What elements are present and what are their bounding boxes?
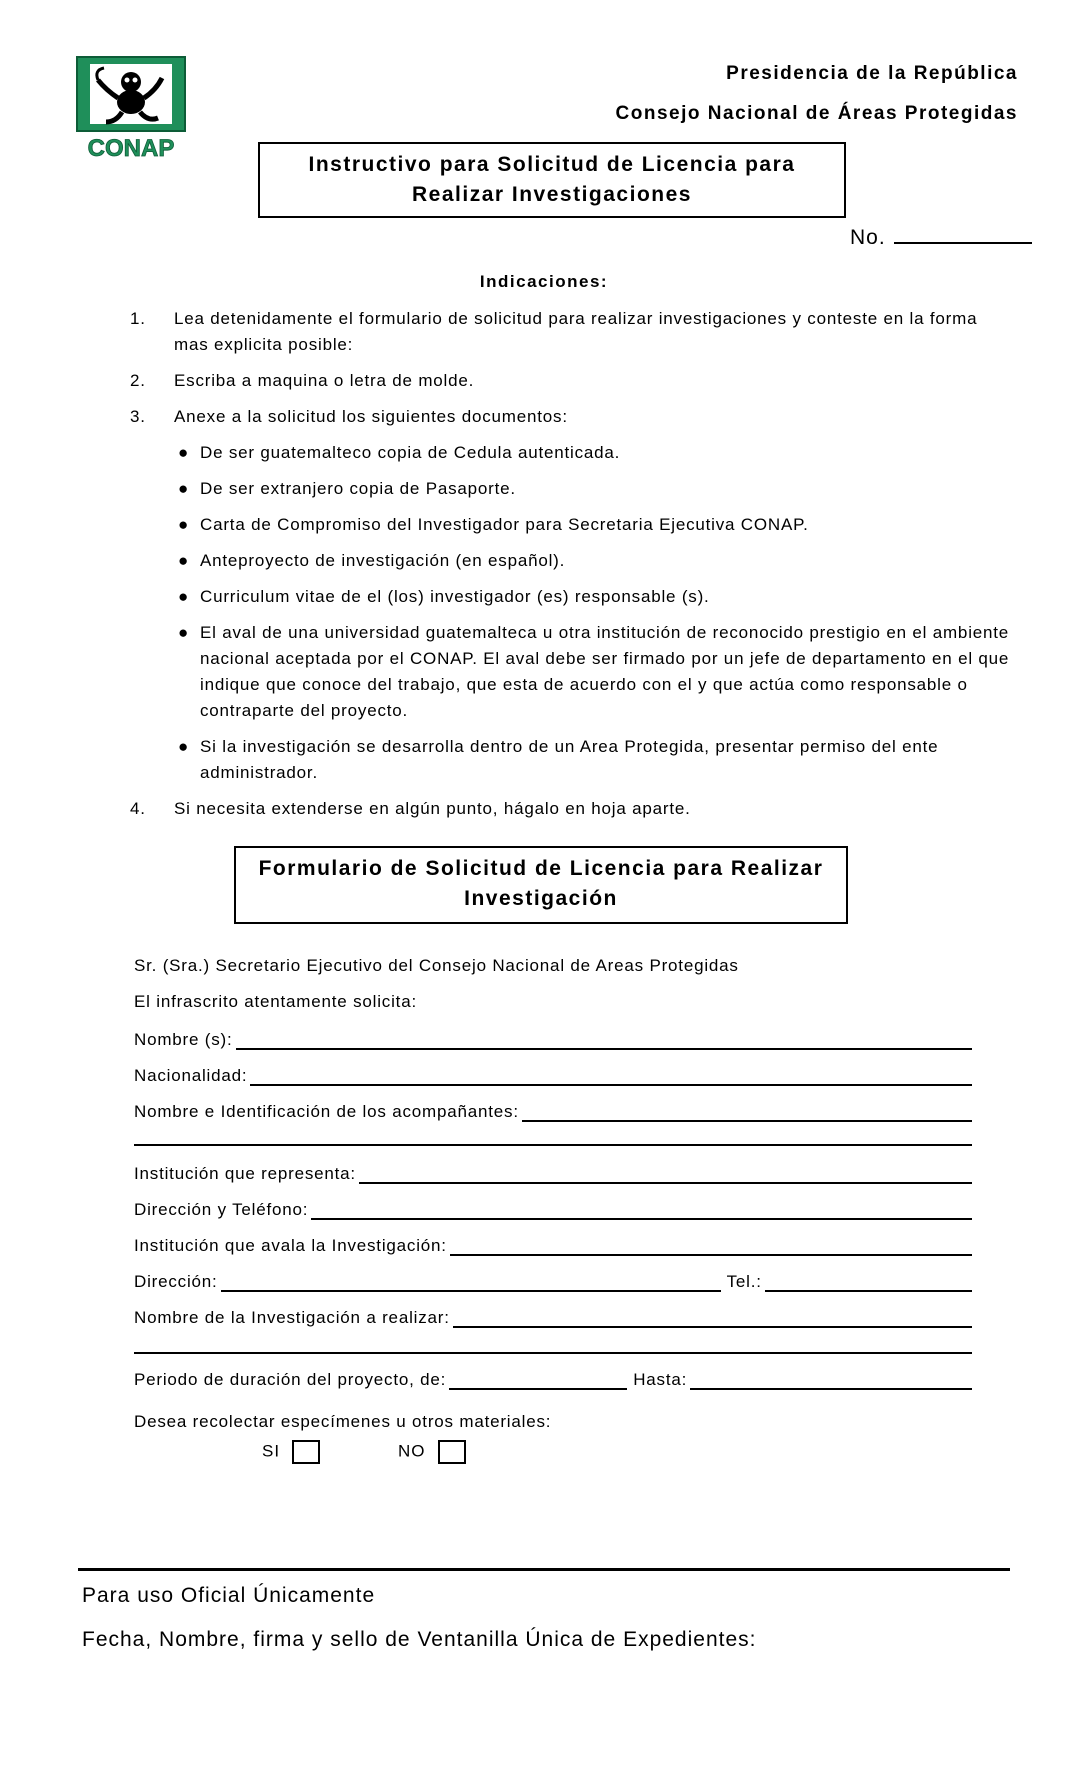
nacionalidad-label: Nacionalidad: xyxy=(134,1066,248,1085)
bullet-icon: ● xyxy=(178,551,190,570)
periodo-desde-input-line[interactable] xyxy=(449,1370,627,1390)
formulario-title-line1: Formulario de Solicitud de Licencia para Realizar xyxy=(258,857,824,880)
header-consejo: Consejo Nacional de Áreas Protegidas xyxy=(615,103,1018,124)
list-item: ● Si la investigación se desarrolla dentro de un Area Protegida, presentar permiso del ente administrador. xyxy=(174,734,1010,786)
acompanantes-extra-line[interactable] xyxy=(134,1144,972,1146)
si-checkbox[interactable] xyxy=(292,1440,320,1464)
bullet-icon: ● xyxy=(178,443,190,462)
list-item: ● Anteproyecto de investigación (en español). xyxy=(174,548,1010,574)
direccion-telefono-label: Dirección y Teléfono: xyxy=(134,1200,309,1219)
tel-label: Tel.: xyxy=(726,1272,762,1291)
institucion-aval-label: Institución que avala la Investigación: xyxy=(134,1236,447,1255)
bullet-icon: ● xyxy=(178,587,190,606)
nombre-label: Nombre (s): xyxy=(134,1030,233,1049)
nombre-investigacion-field xyxy=(134,1302,972,1328)
direccion-input-line[interactable] xyxy=(221,1272,721,1292)
si-label: SI xyxy=(262,1441,281,1461)
header-presidencia: Presidencia de la República xyxy=(726,63,1018,84)
no-option xyxy=(398,1440,466,1464)
number-label: No. xyxy=(850,226,886,249)
institucion-aval-input-line[interactable] xyxy=(450,1236,972,1256)
direccion-telefono-field xyxy=(134,1194,972,1220)
formulario-title-box xyxy=(234,846,848,924)
nombre-investigacion-input-line[interactable] xyxy=(453,1308,972,1328)
nombre-field xyxy=(134,1024,972,1050)
official-use-fields: Fecha, Nombre, firma y sello de Ventanilla Única de Expedientes: xyxy=(82,1628,757,1651)
documentos-list xyxy=(174,440,1010,786)
list-item: 2. Escriba a maquina o letra de molde. xyxy=(130,371,475,390)
bullet-icon: ● xyxy=(178,737,190,756)
si-option xyxy=(262,1440,320,1464)
no-checkbox[interactable] xyxy=(438,1440,466,1464)
list-item: ● De ser guatemalteco copia de Cedula autenticada. xyxy=(174,440,1010,466)
hasta-input-line[interactable] xyxy=(690,1370,972,1390)
no-label: NO xyxy=(398,1441,426,1461)
instructivo-title-box xyxy=(258,142,846,218)
salutation: Sr. (Sra.) Secretario Ejecutivo del Consejo Nacional de Areas Protegidas xyxy=(134,956,739,975)
form-intro: El infrascrito atentamente solicita: xyxy=(134,992,417,1011)
institucion-field xyxy=(134,1158,972,1184)
list-item: ● El aval de una universidad guatemalteca u otra institución de reconocido prestigio en el ambiente nacional aceptada por el CONAP. El aval debe ser firmado por un jefe de departamento en el que indique que conoce del trabajo, que esta de acuerdo con el y que actúa como responsable o contraparte del proyecto. xyxy=(174,620,1010,724)
indicaciones-title: Indicaciones: xyxy=(479,272,609,291)
bullet-icon: ● xyxy=(178,479,190,498)
tel-input-line[interactable] xyxy=(765,1272,972,1292)
institucion-input-line[interactable] xyxy=(359,1164,972,1184)
nombre-input-line[interactable] xyxy=(236,1030,972,1050)
periodo-label: Periodo de duración del proyecto, de: xyxy=(134,1370,447,1389)
nombre-investigacion-label: Nombre de la Investigación a realizar: xyxy=(134,1308,450,1327)
bullet-icon: ● xyxy=(178,515,190,534)
number-input-line[interactable] xyxy=(894,228,1032,244)
nacionalidad-field xyxy=(134,1060,972,1086)
hasta-label: Hasta: xyxy=(633,1370,688,1389)
list-item: ● Carta de Compromiso del Investigador para Secretaria Ejecutiva CONAP. xyxy=(174,512,1010,538)
instructivo-title-line1: Instructivo para Solicitud de Licencia para xyxy=(308,153,796,176)
nacionalidad-input-line[interactable] xyxy=(250,1066,972,1086)
instructivo-title-line2: Realizar Investigaciones xyxy=(412,183,692,206)
number-field xyxy=(850,226,1032,250)
logo-text: CONAP xyxy=(87,135,175,160)
direccion-tel-field xyxy=(134,1266,972,1292)
institucion-aval-field xyxy=(134,1230,972,1256)
indicaciones-list xyxy=(130,306,1010,832)
official-use-title: Para uso Oficial Únicamente xyxy=(82,1584,376,1607)
official-separator xyxy=(78,1568,1010,1571)
nombre-investigacion-extra-line[interactable] xyxy=(134,1352,972,1354)
list-item: ● De ser extranjero copia de Pasaporte. xyxy=(174,476,1010,502)
acompanantes-label: Nombre e Identificación de los acompañantes: xyxy=(134,1102,519,1121)
recolectar-question: Desea recolectar especímenes u otros materiales: xyxy=(134,1412,552,1431)
acompanantes-field xyxy=(134,1096,972,1122)
direccion-label: Dirección: xyxy=(134,1272,218,1291)
acompanantes-input-line[interactable] xyxy=(522,1102,972,1122)
direccion-telefono-input-line[interactable] xyxy=(311,1200,972,1220)
institucion-label: Institución que representa: xyxy=(134,1164,356,1183)
conap-logo xyxy=(76,56,186,160)
periodo-field xyxy=(134,1364,972,1390)
formulario-title-line2: Investigación xyxy=(464,887,618,910)
list-item: 1. Lea detenidamente el formulario de solicitud para realizar investigaciones y conteste en la forma mas explicita posible: xyxy=(130,309,978,354)
list-item: 4. Si necesita extenderse en algún punto, hágalo en hoja aparte. xyxy=(130,799,691,818)
list-item: 3. Anexe a la solicitud los siguientes documentos: xyxy=(130,407,568,426)
bullet-icon: ● xyxy=(178,623,190,642)
list-item: ● Curriculum vitae de el (los) investigador (es) responsable (s). xyxy=(174,584,1010,610)
